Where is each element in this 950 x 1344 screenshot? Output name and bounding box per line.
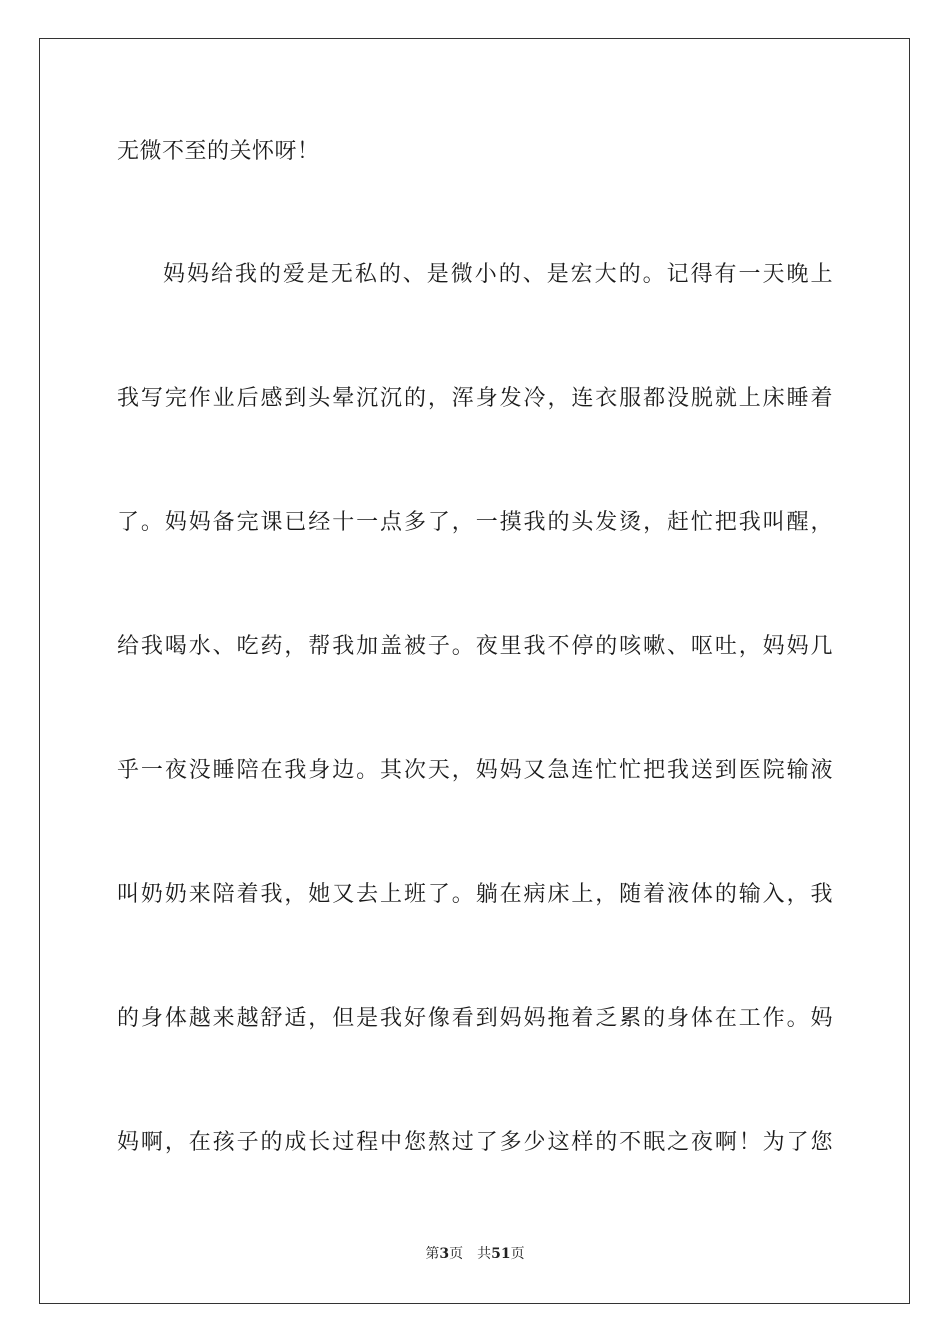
footer-total-suffix: 页 [510, 1246, 525, 1262]
text-line-8: 的身体越来越舒适，但是我好像看到妈妈拖着乏累的身体在工作。妈 [117, 1006, 833, 1031]
footer-total-prefix: 共 [477, 1246, 492, 1262]
text-line-9: 妈啊，在孩子的成长过程中您熬过了多少这样的不眠之夜啊！为了您 [117, 1130, 833, 1155]
page-border [39, 38, 910, 1304]
footer-total-pages: 51 [491, 1246, 511, 1262]
text-line-5: 给我喝水、吃药，帮我加盖被子。夜里我不停的咳嗽、呕吐，妈妈几 [117, 634, 833, 659]
text-line-4: 了。妈妈备完课已经十一点多了，一摸我的头发烫，赶忙把我叫醒， [117, 510, 833, 535]
footer-page-suffix: 页 [449, 1246, 464, 1262]
text-line-7: 叫奶奶来陪着我，她又去上班了。躺在病床上，随着液体的输入，我 [117, 882, 833, 907]
page-footer [0, 1245, 950, 1263]
text-line-3: 我写完作业后感到头晕沉沉的，浑身发冷，连衣服都没脱就上床睡着 [117, 386, 833, 411]
text-line-6: 乎一夜没睡陪在我身边。其次天，妈妈又急连忙忙把我送到医院输液 [117, 758, 833, 783]
footer-page-prefix: 第 [425, 1246, 440, 1262]
text-line-2: 妈妈给我的爱是无私的、是微小的、是宏大的。记得有一天晚上 [163, 262, 833, 287]
text-line-1: 无微不至的关怀呀！ [117, 139, 320, 164]
footer-page-number: 3 [439, 1246, 450, 1262]
